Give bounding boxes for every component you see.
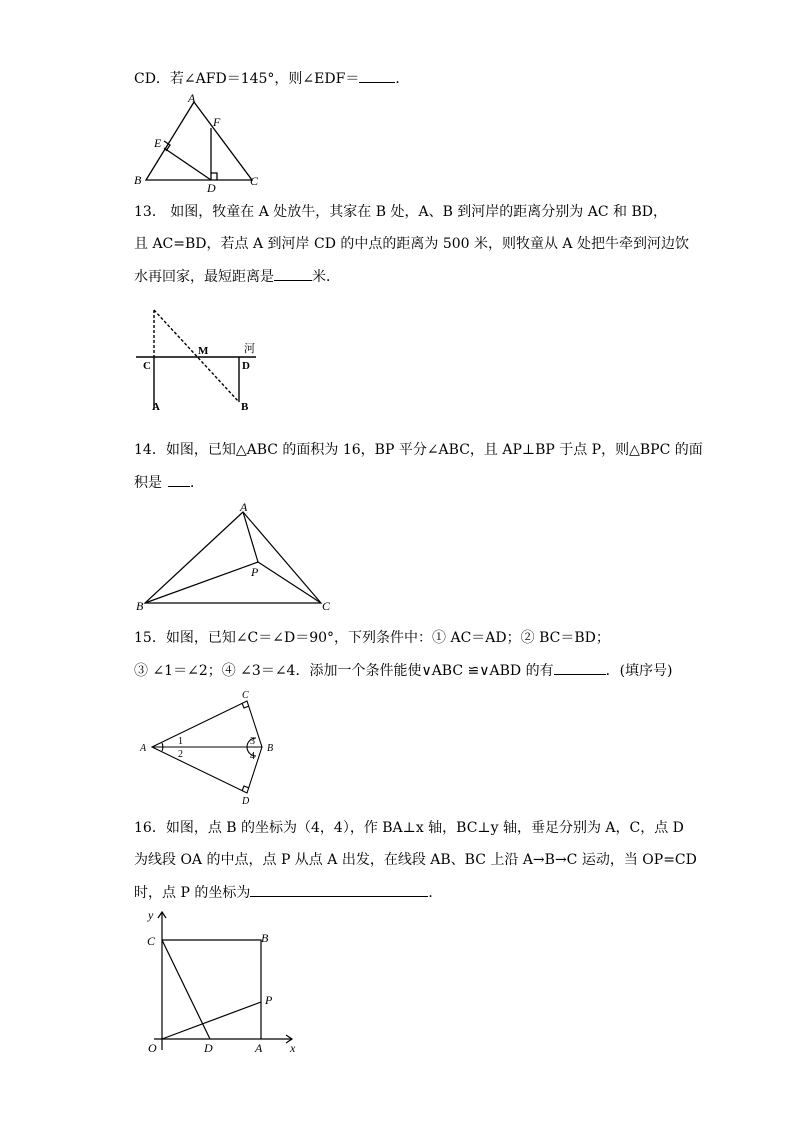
q16-label-c: C xyxy=(147,934,156,948)
q15-line-2 xyxy=(134,660,673,681)
q16-square-sides xyxy=(162,940,261,1039)
q13-label-m: M xyxy=(198,345,209,357)
q14-label-b: B xyxy=(136,599,144,613)
q12-label-d: D xyxy=(207,181,216,192)
q12-label-a: A xyxy=(188,92,196,105)
q13-label-river: 河 xyxy=(244,343,255,355)
q12-label-c: C xyxy=(250,174,259,188)
q14-segment-ap xyxy=(243,512,258,562)
q16-answer-blank[interactable] xyxy=(250,882,428,897)
q16-label-a: A xyxy=(255,1041,263,1055)
q14-line-2-text: 积是 xyxy=(134,475,162,491)
q14-label-p: P xyxy=(251,565,259,579)
q12-line-1 xyxy=(134,68,409,89)
q14-answer-blank[interactable] xyxy=(168,472,190,487)
q13-reflection-diagonal xyxy=(154,310,239,402)
q15-label-angle-2: 2 xyxy=(178,749,183,760)
q12-line-1-tail: ． xyxy=(395,71,410,87)
q15-line-2-text: ③ ∠1＝∠2；④ ∠3＝∠4．添加一个条件能使∨ABC ≌∨ABD 的有 xyxy=(134,663,554,679)
q16-segment-op xyxy=(162,1002,261,1039)
q15-label-a: A xyxy=(140,743,147,754)
q13-line-1: 13． 如图，牧童在 A 处放牛，其家在 B 处，A、B 到河岸的距离分别为 AC 和 BD， xyxy=(134,204,667,220)
q13-label-b: B xyxy=(241,401,249,413)
q13-line-3-tail: 米． xyxy=(312,269,340,285)
q14-triangle-abc xyxy=(145,512,321,603)
q13-label-c: C xyxy=(143,360,151,372)
q12-label-f: F xyxy=(213,115,221,129)
q12-right-angle-d xyxy=(211,173,217,180)
q16-line-3-text: 时，点 P 的坐标为 xyxy=(134,885,251,901)
q15-label-angle-1: 1 xyxy=(178,736,183,747)
q15-answer-blank[interactable] xyxy=(554,660,606,675)
q14-label-c: C xyxy=(322,599,331,613)
q16-line-3 xyxy=(134,882,442,903)
q12-segment-ed xyxy=(164,148,211,180)
q14-segment-pc xyxy=(258,562,321,603)
q13-line-3-text: 水再回家，最短距离是 xyxy=(134,269,274,285)
q16-label-b: B xyxy=(261,931,269,945)
q12-triangle-abc xyxy=(146,102,252,180)
q14-label-a: A xyxy=(240,500,248,514)
q15-label-angle-4: 4 xyxy=(250,751,255,762)
q15-label-angle-3: 3 xyxy=(250,736,255,747)
q16-line-3-tail: ． xyxy=(428,885,443,901)
q13-label-a: A xyxy=(152,401,160,413)
q15-label-b: B xyxy=(267,743,274,754)
q15-label-d: D xyxy=(242,796,250,806)
q15-line-1: 15．如图，已知∠C＝∠D＝90°，下列条件中：① AC＝AD；② BC＝BD； xyxy=(134,630,610,646)
q16-label-o: O xyxy=(148,1041,157,1055)
q16-label-y: y xyxy=(148,908,154,922)
q14-segment-bp xyxy=(145,562,258,603)
q15-label-c: C xyxy=(242,690,249,701)
q16-figure xyxy=(138,904,308,1060)
q12-label-e: E xyxy=(154,136,162,150)
q13-figure xyxy=(132,302,262,418)
q16-label-x: x xyxy=(290,1041,296,1055)
q14-line-1: 14．如图，已知△ABC 的面积为 16，BP 平分∠ABC，且 AP⊥BP 于点 P，则△BPC 的面 xyxy=(134,442,703,458)
q16-label-p: P xyxy=(265,993,273,1007)
q15-figure xyxy=(136,688,282,806)
q16-line-2: 为线段 OA 的中点，点 P 从点 A 出发，在线段 AB、BC 上沿 A→B→C 运动，当 OP=CD xyxy=(134,852,697,868)
q12-figure xyxy=(128,92,268,192)
q14-figure xyxy=(132,500,342,616)
q12-answer-blank[interactable] xyxy=(359,68,395,83)
q13-label-d: D xyxy=(242,360,250,372)
q14-line-2 xyxy=(134,472,204,493)
q16-label-d: D xyxy=(204,1041,213,1055)
q12-line-1-text: CD．若∠AFD＝145°，则∠EDF＝ xyxy=(134,71,360,87)
q13-answer-blank[interactable] xyxy=(274,266,312,281)
q16-line-1: 16．如图，点 B 的坐标为（4，4），作 BA⊥x 轴，BC⊥y 轴，垂足分别为 A，C，点 D xyxy=(134,820,684,836)
q14-line-2-tail: ． xyxy=(190,475,204,491)
q13-line-2: 且 AC=BD，若点 A 到河岸 CD 的中点的距离为 500 米，则牧童从 A 处把牛牵到河边饮 xyxy=(134,236,689,252)
q15-line-2-tail: ．(填序号) xyxy=(605,663,673,679)
q12-label-b: B xyxy=(134,173,142,187)
q13-line-3 xyxy=(134,266,340,287)
